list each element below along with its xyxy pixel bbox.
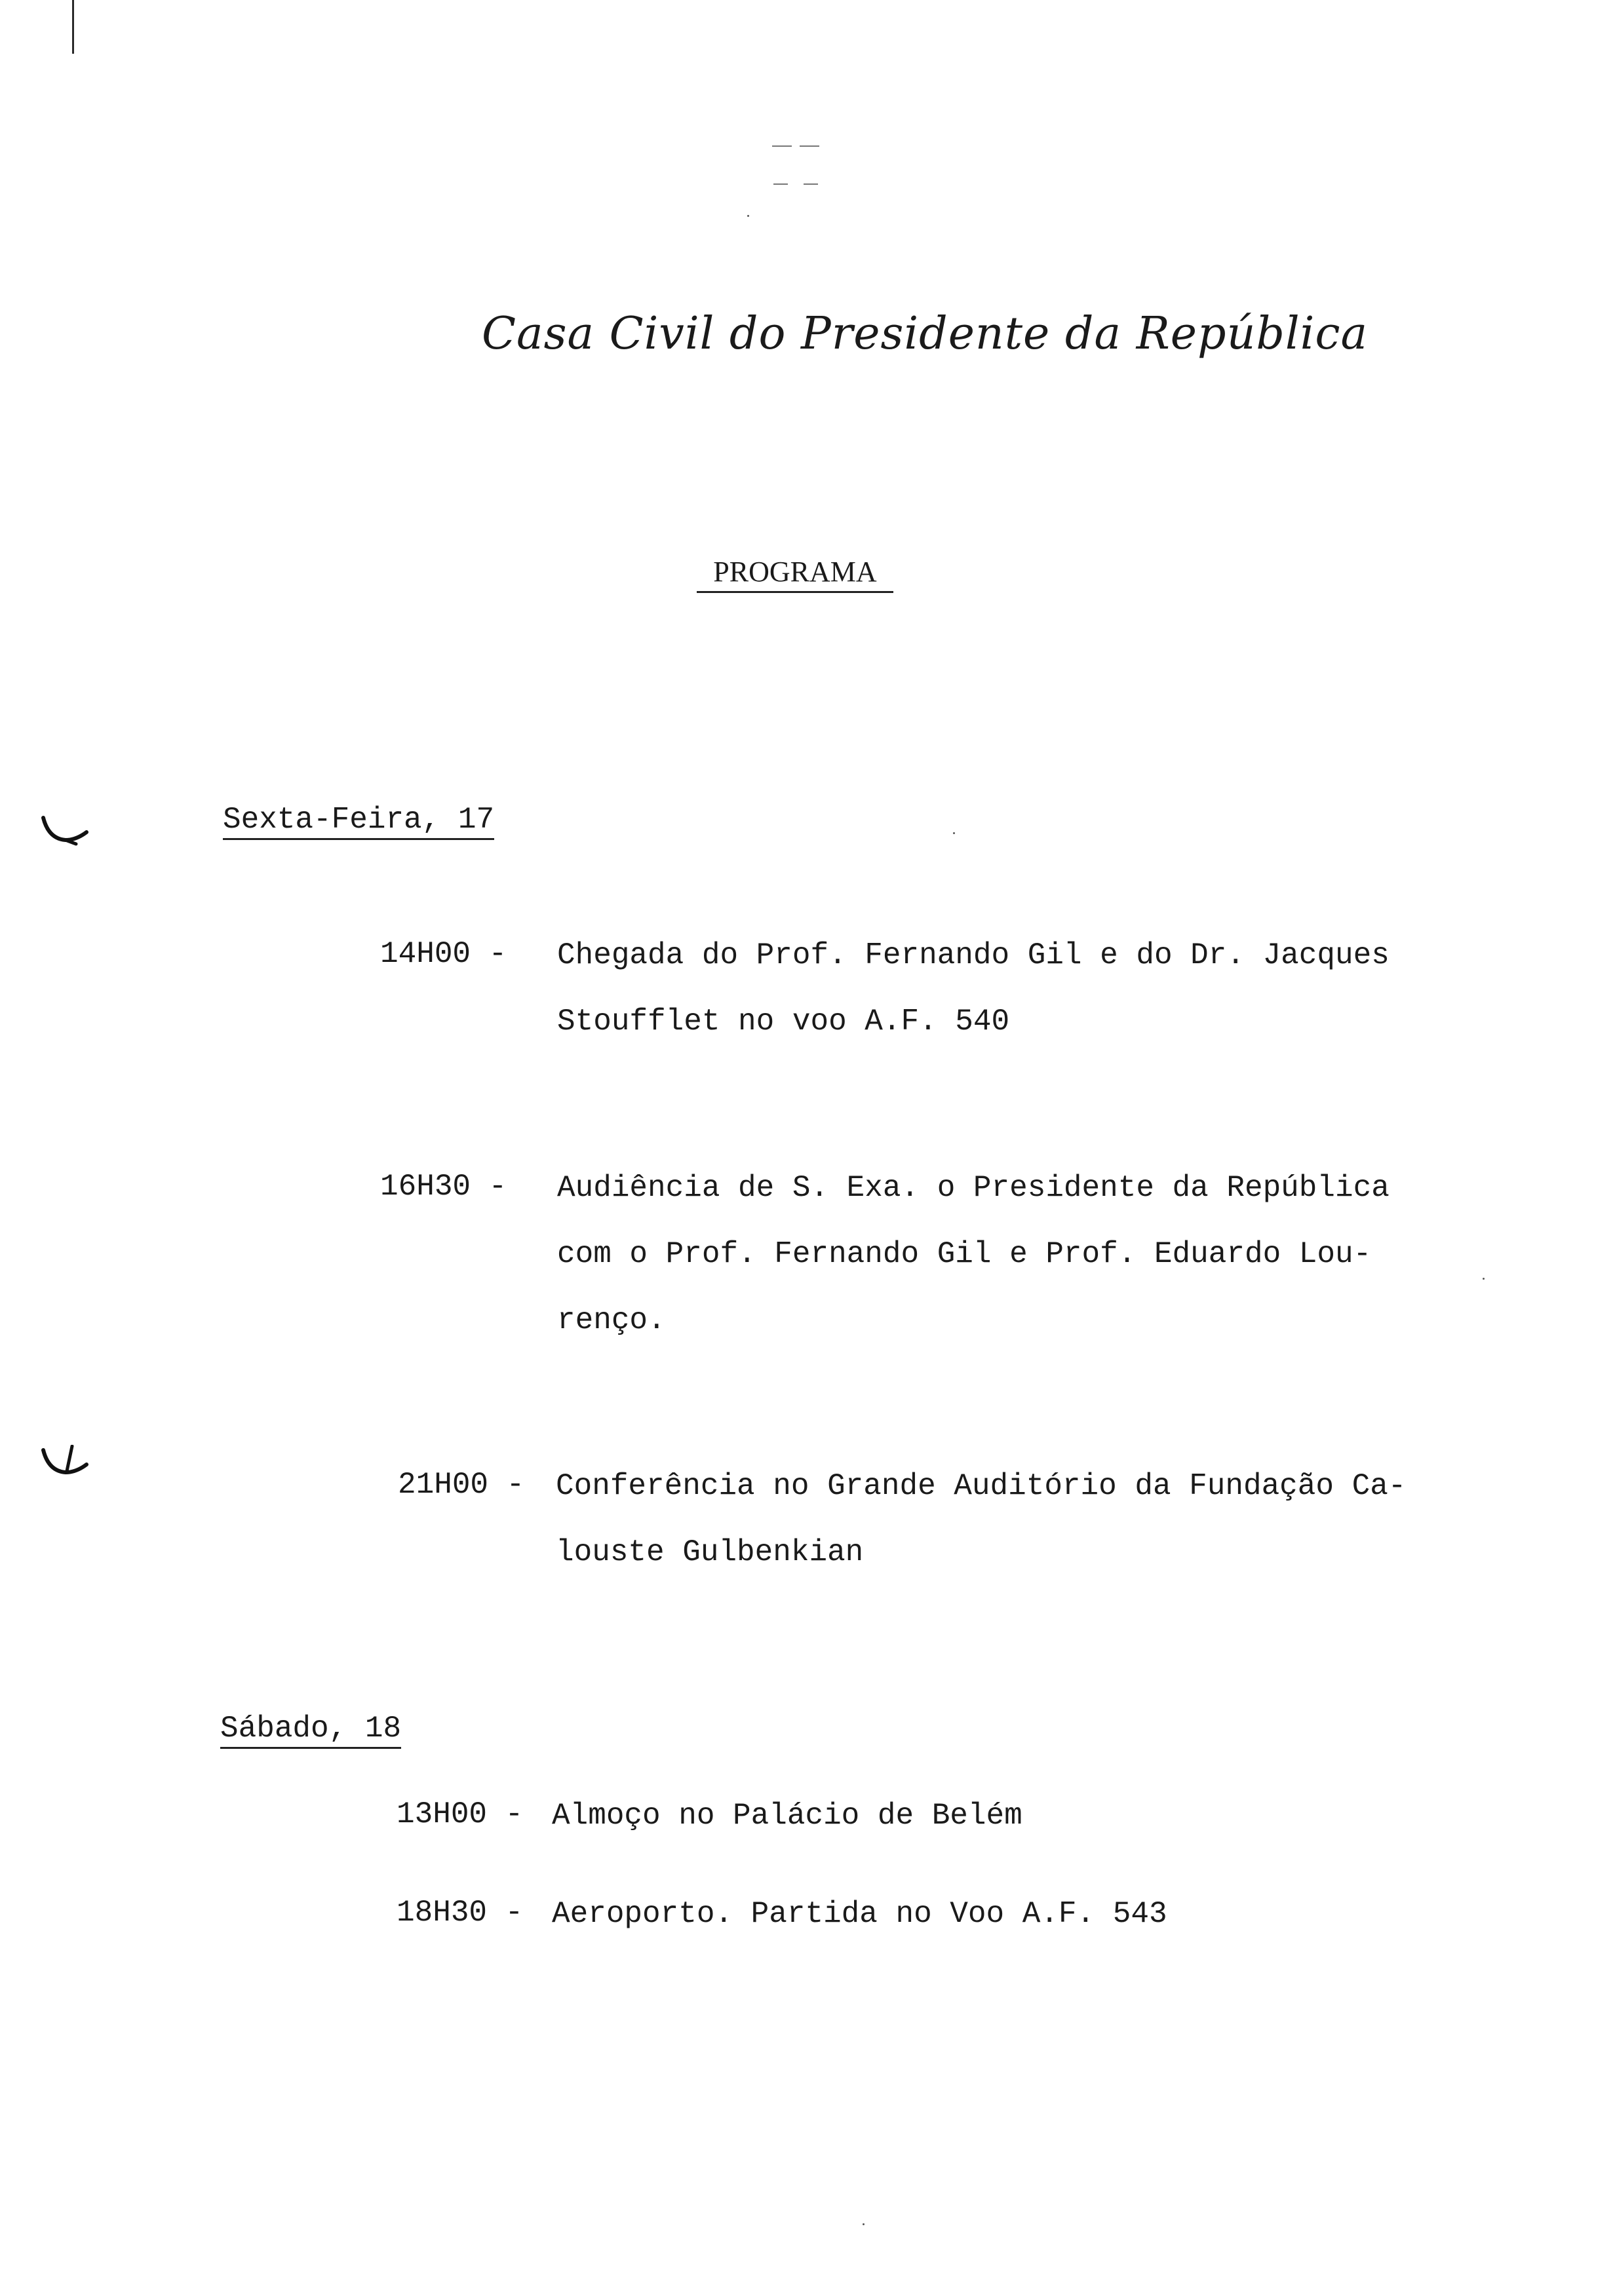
scan-dot	[953, 832, 955, 834]
event-description	[557, 1155, 1390, 1354]
event-time: 13H00 -	[397, 1797, 524, 1831]
event-line: Conferência no Grande Auditório da Fundação Ca-	[556, 1469, 1407, 1503]
event-description	[556, 1453, 1406, 1586]
letterhead: Casa Civil do Presidente da República	[482, 308, 1369, 360]
scan-edge-line	[72, 0, 74, 54]
scan-dash-mark	[772, 145, 792, 147]
event-time: 14H00 -	[380, 937, 507, 971]
day-heading: Sexta-Feira, 17	[223, 803, 494, 840]
scan-dot	[1483, 1278, 1485, 1280]
event-line: Chegada do Prof. Fernando Gil e do Dr. Jacques	[557, 938, 1390, 972]
scan-dash-mark	[804, 183, 818, 185]
event-description	[552, 1783, 1022, 1849]
event-time: 18H30 -	[397, 1896, 524, 1930]
event-line: Stoufflet no voo A.F. 540	[557, 1004, 1010, 1039]
margin-check-mark-icon	[39, 1445, 92, 1484]
scan-dash-mark	[800, 145, 819, 147]
event-description	[552, 1881, 1167, 1947]
event-line: Aeroporto. Partida no Voo A.F. 543	[552, 1897, 1167, 1931]
event-time: 16H30 -	[380, 1170, 507, 1204]
event-line: renço.	[557, 1303, 666, 1337]
event-line: Audiência de S. Exa. o Presidente da República	[557, 1171, 1390, 1205]
scan-dot	[747, 215, 749, 217]
event-line: com o Prof. Fernando Gil e Prof. Eduardo Lou-	[557, 1237, 1372, 1271]
event-line: louste Gulbenkian	[556, 1535, 864, 1569]
scan-dot	[863, 2223, 865, 2225]
event-description	[557, 923, 1390, 1055]
event-time: 21H00 -	[398, 1468, 525, 1502]
scan-dash-mark	[773, 183, 788, 185]
page-title: PROGRAMA	[697, 555, 893, 593]
margin-check-mark-icon	[39, 813, 92, 852]
day-heading: Sábado, 18	[220, 1712, 401, 1749]
event-line: Almoço no Palácio de Belém	[552, 1799, 1022, 1833]
